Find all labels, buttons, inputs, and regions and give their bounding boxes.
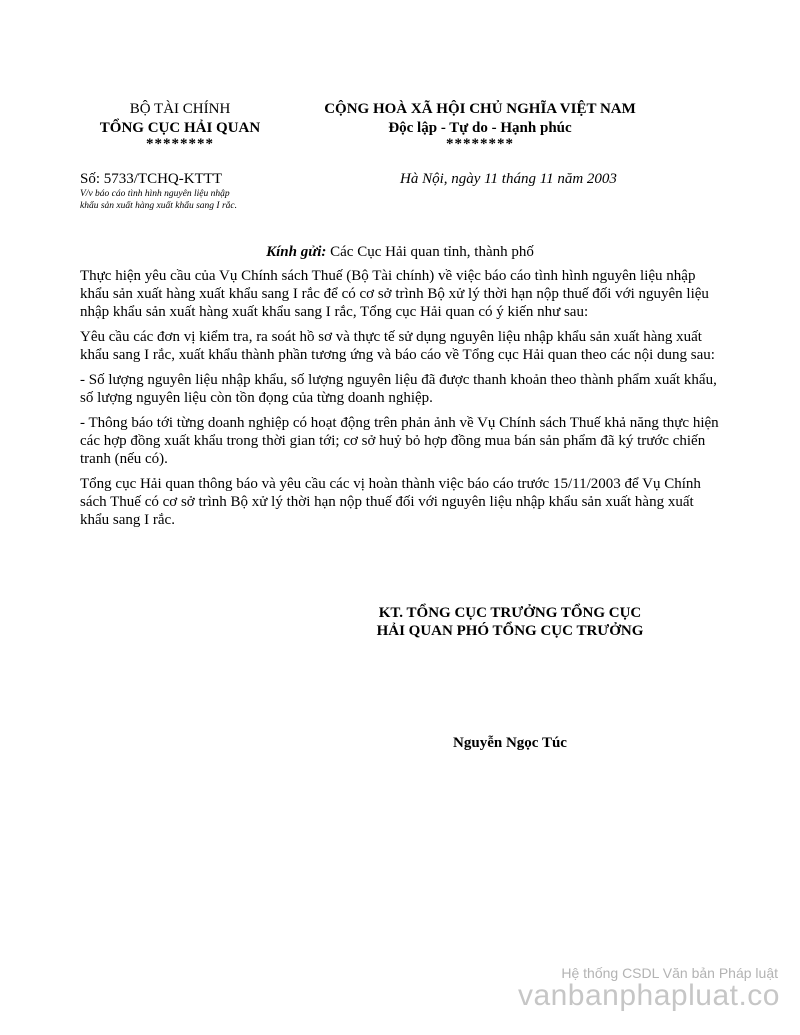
paragraph: - Thông báo tới từng doanh nghiệp có hoạt động trên phản ảnh về Vụ Chính sách Thuế khả năng thực hiện các hợp đồng xuất khẩu trong thời gian tới; cơ sở huỷ bỏ hợp đồng mua bán sản phẩm đã ký trước chiến tranh (nếu có).: [80, 415, 719, 467]
paragraph: Thực hiện yêu cầu của Vụ Chính sách Thuế (Bộ Tài chính) về việc báo cáo tình hình nguyên liệu nhập khẩu sản xuất hàng xuất khẩu sang I rắc để có cơ sở trình Bộ xử lý thời hạn nộp thuế đối với nguyên liệu nhập khẩu sản xuất hàng xuất khẩu sang I rắc, Tổng cục Hải quan có ý kiến như sau:: [80, 268, 709, 320]
watermark-caption: Hệ thống CSDL Văn bản Pháp luật: [561, 965, 778, 981]
department-name: TỔNG CỤC HẢI QUAN: [99, 120, 261, 136]
paragraph: - Số lượng nguyên liệu nhập khẩu, số lượng nguyên liệu đã được thanh khoản theo thành phẩm xuất khẩu, số lượng nguyên liệu còn tồn đọng của từng doanh nghiệp.: [80, 372, 717, 406]
header-left-stars: ********: [146, 136, 214, 152]
nation-name: CỘNG HOÀ XÃ HỘI CHỦ NGHĨA VIỆT NAM: [324, 101, 636, 117]
subject-line-2: khẩu sản xuất hàng xuất khẩu sang I rắc.: [80, 201, 237, 211]
national-motto: Độc lập - Tự do - Hạnh phúc: [388, 120, 572, 136]
paragraph: Yêu cầu các đơn vị kiểm tra, ra soát hồ sơ và thực tế sử dụng nguyên liệu nhập khẩu sản xuất hàng xuất khẩu sang I rắc, xuất khẩu thành phần tương ứng và báo cáo về Tổng cục Hải quan theo các nội dung sau:: [80, 329, 715, 363]
recipient-label: Kính gửi:: [266, 244, 327, 260]
recipient: Các Cục Hải quan tỉnh, thành phố: [326, 244, 534, 260]
doc-number-block: [80, 170, 310, 212]
date-line: Hà Nội, ngày 11 tháng 11 năm 2003: [400, 171, 617, 187]
watermark-site: vanbanphapluat.co: [517, 979, 780, 1012]
signature-title: KT. TỔNG CỤC TRƯỞNG TỔNG CỤC HẢI QUAN PHÓ TỔNG CỤC TRƯỞNG: [376, 605, 644, 639]
recipient-line: [80, 243, 720, 261]
header-right-stars: ********: [446, 136, 514, 152]
paragraph: Tổng cục Hải quan thông báo và yêu cầu các vị hoàn thành việc báo cáo trước 15/11/2003 để Vụ Chính sách Thuế có cơ sở trình Bộ xử lý thời hạn nộp thuế đối với nguyên liệu nhập khẩu sản xuất hàng xuất khẩu sang I rắc.: [80, 476, 701, 528]
subject-line-1: V/v báo cáo tình hình nguyên liệu nhập: [80, 189, 230, 199]
doc-number: Số: 5733/TCHQ-KTTT: [80, 171, 223, 187]
ministry-name: BỘ TÀI CHÍNH: [129, 101, 231, 117]
signer-name: Nguyễn Ngọc Túc: [453, 735, 567, 751]
document-body: [80, 267, 720, 536]
header-left: [80, 100, 280, 150]
header-right: [290, 100, 670, 150]
